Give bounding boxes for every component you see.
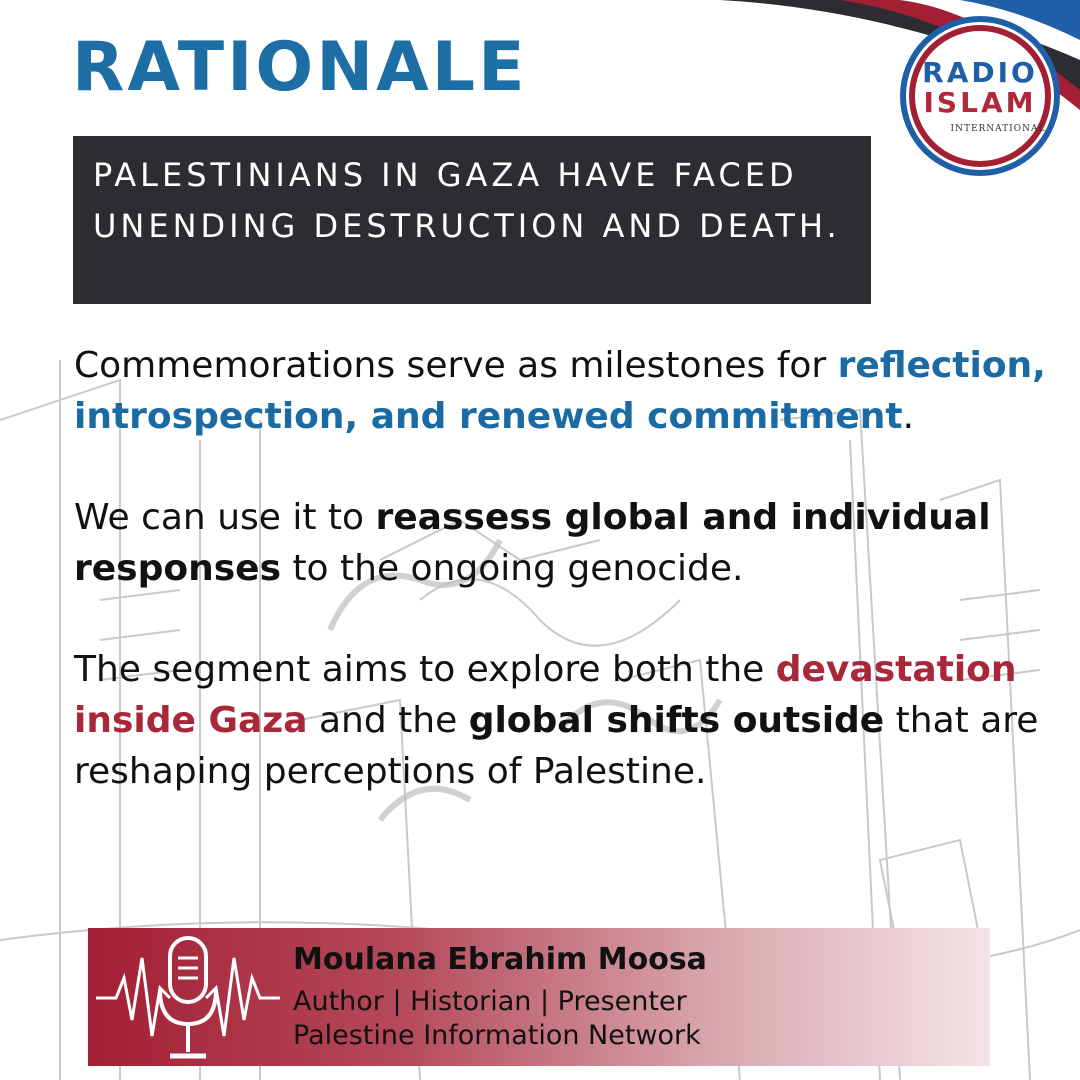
p2-text-end: to the ongoing genocide.: [281, 548, 744, 589]
p3-bold: global shifts outside: [468, 700, 885, 741]
p1-highlight: reflection, introspection, and renewed commitment: [74, 345, 1046, 437]
p3-text: The segment aims to explore both the: [74, 649, 776, 690]
logo-islam-text: ISLAM: [923, 86, 1037, 119]
logo-international-text: INTERNATIONAL: [950, 124, 1046, 134]
p3-text-end: that are reshaping perceptions of Palestine.: [74, 700, 1039, 792]
paragraph-reassess: [74, 492, 1054, 594]
headline-banner: [73, 136, 871, 304]
speaker-organization: Palestine Information Network: [293, 1020, 701, 1051]
p2-bold: reassess global and individual responses: [74, 497, 991, 589]
p3-highlight: devastation inside Gaza: [74, 649, 1017, 741]
banner-text: PALESTINIANS IN GAZA HAVE FACED UNENDING DESTRUCTION AND DEATH.: [93, 156, 841, 245]
paragraph-commemorations: [74, 340, 1054, 442]
page-title: RATIONALE: [72, 28, 528, 107]
radio-islam-logo: [896, 12, 1064, 180]
paragraph-segment: [74, 644, 1054, 797]
microphone-icon: [88, 928, 288, 1066]
speaker-footer: [88, 928, 990, 1066]
p3-text-mid: and the: [307, 700, 469, 741]
p1-end: .: [902, 396, 915, 437]
p1-text: Commemorations serve as milestones for: [74, 345, 838, 386]
speaker-name: Moulana Ebrahim Moosa: [293, 942, 707, 977]
speaker-role: Author | Historian | Presenter: [293, 986, 687, 1017]
p2-text: We can use it to: [74, 497, 376, 538]
logo-radio-text: RADIO: [922, 56, 1038, 89]
rationale-body: [74, 340, 1054, 847]
